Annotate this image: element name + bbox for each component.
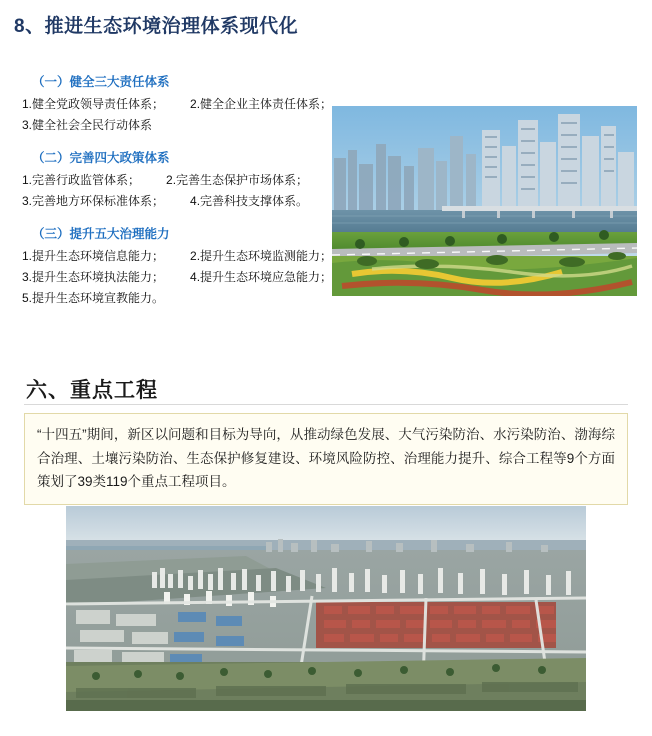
item-text: 2.完善生态保护市场体系； — [166, 173, 309, 187]
subheading-group-3: （三）提升五大治理能力 — [32, 227, 170, 241]
section-8-content — [22, 72, 333, 309]
item-text: 4.完善科技支撑体系。 — [190, 194, 309, 208]
list-item — [22, 115, 322, 136]
item-text: 3.健全社会全民行动体系 — [22, 118, 153, 132]
list-item — [22, 191, 322, 212]
heading-divider — [24, 404, 628, 405]
item-text: 2.提升生态环境监测能力； — [190, 249, 333, 263]
item-text: 3.完善地方环保标准体系； — [22, 194, 165, 208]
subheading-group-1: （一）健全三大责任体系 — [32, 75, 170, 89]
section-6-heading: 六、重点工程 — [26, 379, 158, 402]
callout-text: “十四五”期间，新区以问题和目标为导向，从推动绿色发展、大气污染防治、水污染防治、渤海综合治理、土壤污染防治、生态保护修复建设、环境风险防控、治理能力提升、综合工程等9个方面策划了39类119个重点工程项目。 — [37, 427, 615, 489]
item-text: 4.提升生态环境应急能力； — [190, 270, 333, 284]
item-text: 1.完善行政监管体系； — [22, 173, 141, 187]
item-text: 3.提升生态环境执法能力； — [22, 270, 165, 284]
list-item — [22, 94, 333, 115]
section-8-heading: 8、推进生态环境治理体系现代化 — [14, 16, 299, 37]
list-item — [22, 170, 322, 191]
item-text: 2.健全企业主体责任体系； — [190, 97, 333, 111]
list-item — [22, 288, 322, 309]
item-text: 1.健全党政领导责任体系； — [22, 97, 165, 111]
callout-box — [24, 413, 628, 505]
item-text: 1.提升生态环境信息能力； — [22, 249, 165, 263]
list-item — [22, 246, 333, 267]
item-text: 5.提升生态环境宣教能力。 — [22, 291, 165, 305]
list-item — [22, 267, 333, 288]
aerial-district-photo — [66, 506, 586, 711]
aerial-district-illustration — [66, 506, 586, 711]
cityscape-photo — [332, 106, 637, 296]
cityscape-photo-illustration — [332, 106, 637, 296]
subheading-group-2: （二）完善四大政策体系 — [32, 151, 170, 165]
